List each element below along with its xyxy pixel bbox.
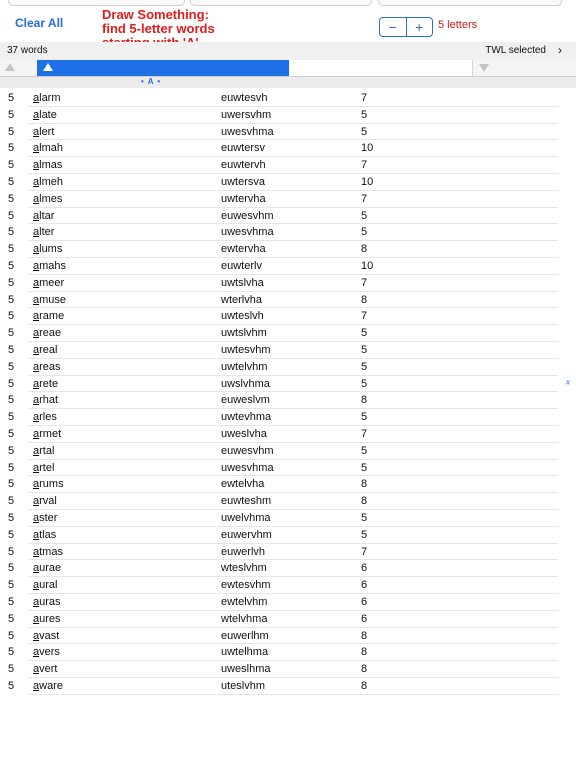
word-score: 5	[361, 461, 368, 474]
word-text	[33, 462, 54, 474]
list-item[interactable]	[0, 409, 576, 426]
word-text	[33, 243, 62, 255]
remaining-letters: wterlvha	[221, 293, 262, 306]
remaining-letters: euwtersv	[221, 142, 266, 155]
word-length: 5	[8, 192, 15, 205]
word-remainder: ures	[39, 612, 61, 625]
word-length: 5	[8, 545, 15, 558]
word-text	[33, 428, 61, 440]
list-item[interactable]	[0, 527, 576, 544]
list-item[interactable]	[0, 594, 576, 611]
word-remainder: mahs	[39, 259, 67, 272]
word-length: 5	[8, 209, 15, 222]
word-first-letter: a	[33, 646, 40, 659]
list-item[interactable]	[0, 208, 576, 225]
remaining-letters: uwtslvhm	[221, 327, 267, 340]
remaining-letters: ewtelvha	[221, 478, 265, 491]
word-remainder: rums	[39, 478, 64, 491]
word-length: 5	[8, 528, 15, 541]
word-first-letter: a	[33, 108, 40, 121]
word-text	[33, 495, 57, 507]
word-length: 5	[8, 595, 15, 608]
word-score: 8	[361, 394, 368, 407]
word-text	[33, 260, 66, 272]
word-length: 5	[8, 327, 15, 340]
word-first-letter: a	[33, 92, 40, 104]
remaining-letters: ewtesvhm	[221, 579, 271, 592]
word-first-letter: a	[33, 142, 40, 155]
word-length: 5	[8, 411, 15, 424]
word-remainder: vers	[39, 646, 60, 659]
remaining-letters: euwerlvh	[221, 545, 266, 558]
remaining-letters: uweslvha	[221, 427, 267, 440]
remaining-letters: uwesvhma	[221, 125, 274, 138]
list-item[interactable]	[0, 140, 576, 157]
word-text	[33, 613, 61, 625]
list-item[interactable]	[0, 661, 576, 678]
word-remainder: ware	[39, 679, 63, 692]
word-remainder: rame	[39, 310, 65, 323]
word-text	[33, 210, 54, 222]
word-remainder: lmas	[39, 159, 63, 172]
word-first-letter: a	[33, 444, 40, 457]
word-remainder: tmas	[39, 545, 63, 558]
remaining-letters: uwtelvhm	[221, 360, 268, 373]
list-item[interactable]	[0, 392, 576, 409]
word-length: 5	[8, 125, 15, 138]
remaining-letters: uweslhma	[221, 663, 271, 676]
remaining-letters: uwtervha	[221, 192, 266, 205]
word-score: 8	[361, 495, 368, 508]
word-first-letter: a	[33, 579, 40, 592]
remaining-letters: ewtelvhm	[221, 595, 268, 608]
word-remainder: larm	[39, 92, 61, 104]
word-score: 5	[361, 125, 368, 138]
word-length: 5	[8, 478, 15, 491]
word-length: 5	[8, 427, 15, 440]
word-text	[33, 411, 57, 423]
list-item[interactable]	[0, 157, 576, 174]
word-length: 5	[8, 679, 15, 692]
word-text	[33, 193, 62, 205]
word-count: 37 words	[7, 45, 48, 56]
word-score: 7	[361, 276, 368, 289]
list-item[interactable]	[0, 644, 576, 661]
word-length: 5	[8, 293, 15, 306]
sort-rest-column[interactable]	[290, 60, 473, 76]
word-first-letter: a	[33, 663, 40, 676]
word-remainder: lter	[39, 226, 55, 239]
word-text	[33, 378, 58, 390]
list-item[interactable]	[0, 560, 576, 577]
top-input-strip	[0, 0, 576, 6]
word-length: 5	[8, 444, 15, 457]
word-score: 6	[361, 562, 368, 575]
list-item[interactable]	[0, 241, 576, 258]
word-remainder: muse	[39, 293, 67, 306]
word-score: 6	[361, 579, 368, 592]
dictionary-selector[interactable]: TWL selected	[485, 45, 546, 56]
clear-all-button[interactable]: Clear All	[15, 16, 64, 30]
remaining-letters: uwersvhm	[221, 108, 272, 121]
word-first-letter: a	[33, 495, 40, 508]
word-score: 7	[361, 92, 368, 104]
list-item[interactable]	[0, 292, 576, 309]
word-text	[33, 176, 63, 188]
remaining-letters: euwtesvh	[221, 92, 268, 104]
word-first-letter: a	[33, 276, 40, 289]
word-first-letter: a	[33, 209, 40, 222]
list-item[interactable]	[0, 426, 576, 443]
info-bar	[0, 42, 576, 61]
word-length: 5	[8, 310, 15, 323]
list-item[interactable]	[0, 342, 576, 359]
word-score: 5	[361, 528, 368, 541]
word-score: 10	[361, 259, 374, 272]
remaining-letters: euwerlhm	[221, 629, 269, 642]
word-text	[33, 310, 64, 322]
section-index-label: • A •	[141, 77, 162, 86]
word-text	[33, 646, 60, 658]
word-length: 5	[8, 226, 15, 239]
word-text	[33, 445, 54, 457]
word-score: 7	[361, 545, 368, 558]
word-first-letter: a	[33, 125, 40, 138]
remaining-letters: euwtervh	[221, 159, 266, 172]
list-item[interactable]	[0, 258, 576, 275]
word-score: 5	[361, 327, 368, 340]
word-remainder: lmah	[39, 142, 63, 155]
word-length: 5	[8, 377, 15, 390]
word-remainder: rtel	[39, 461, 55, 474]
list-item[interactable]	[0, 544, 576, 561]
word-first-letter: a	[33, 192, 40, 205]
remaining-letters: euwteshm	[221, 495, 272, 508]
sort-length-icon[interactable]	[5, 63, 15, 71]
word-length: 5	[8, 92, 15, 104]
word-first-letter: a	[33, 595, 40, 608]
remaining-letters: uwslvhma	[221, 377, 270, 390]
word-length: 5	[8, 562, 15, 575]
word-score: 8	[361, 478, 368, 491]
word-remainder: rete	[39, 377, 59, 390]
word-remainder: late	[39, 108, 57, 121]
letter-count-stepper	[379, 17, 433, 37]
word-length: 5	[8, 276, 15, 289]
list-item[interactable]	[0, 325, 576, 342]
list-item[interactable]	[0, 275, 576, 292]
word-text	[33, 142, 63, 154]
pattern-field[interactable]	[8, 0, 185, 6]
remaining-letters: uwtslvha	[221, 276, 264, 289]
word-length: 5	[8, 360, 15, 373]
list-item[interactable]	[0, 376, 576, 393]
word-text	[33, 478, 64, 490]
remaining-letters: wteslvhm	[221, 562, 267, 575]
list-item[interactable]	[0, 107, 576, 124]
list-item[interactable]	[0, 191, 576, 208]
word-text	[33, 294, 66, 306]
word-score: 7	[361, 310, 368, 323]
list-item[interactable]	[0, 476, 576, 493]
increment-button[interactable]: +	[406, 18, 433, 36]
remaining-letters: uwtesvhm	[221, 343, 271, 356]
remaining-letters: uwelvhma	[221, 511, 271, 524]
word-length: 5	[8, 259, 15, 272]
word-score: 8	[361, 243, 368, 256]
word-score: 5	[361, 108, 368, 121]
word-length: 5	[8, 394, 15, 407]
list-item[interactable]	[0, 460, 576, 477]
word-first-letter: a	[33, 159, 40, 172]
list-item[interactable]	[0, 174, 576, 191]
word-first-letter: a	[33, 360, 40, 373]
word-text	[33, 546, 63, 558]
word-text	[33, 344, 57, 356]
word-remainder: uras	[39, 595, 61, 608]
word-text	[33, 159, 62, 171]
word-score: 8	[361, 629, 368, 642]
sort-alphabetical-button[interactable]	[37, 60, 289, 76]
word-first-letter: a	[33, 427, 40, 440]
list-item[interactable]	[0, 611, 576, 628]
word-remainder: urae	[39, 562, 62, 575]
word-remainder: lmes	[39, 192, 63, 205]
hint-line: Draw Something:	[102, 7, 209, 22]
remaining-letters: euwesvhm	[221, 209, 274, 222]
word-first-letter: a	[33, 175, 40, 188]
word-length: 5	[8, 579, 15, 592]
word-first-letter: a	[33, 629, 40, 642]
word-remainder: real	[39, 343, 58, 356]
word-score: 10	[361, 142, 374, 155]
word-remainder: vast	[39, 629, 60, 642]
word-remainder: rmet	[39, 427, 62, 440]
word-length: 5	[8, 159, 15, 172]
word-score: 6	[361, 612, 368, 625]
word-remainder: rles	[39, 411, 57, 424]
word-text	[33, 630, 59, 642]
word-first-letter: a	[33, 259, 40, 272]
remaining-letters: uwtevhma	[221, 411, 272, 424]
word-text	[33, 579, 57, 591]
remaining-letters: ewtervha	[221, 243, 266, 256]
word-length: 5	[8, 511, 15, 524]
word-score: 5	[361, 360, 368, 373]
word-remainder: vert	[39, 663, 58, 676]
sort-bar	[0, 60, 576, 77]
word-score: 5	[361, 209, 368, 222]
word-first-letter: a	[33, 327, 40, 340]
list-item[interactable]	[0, 443, 576, 460]
word-length: 5	[8, 612, 15, 625]
remaining-letters: euweslvm	[221, 394, 270, 407]
word-text	[33, 361, 61, 373]
word-score: 5	[361, 226, 368, 239]
word-score: 7	[361, 159, 368, 172]
word-first-letter: a	[33, 394, 40, 407]
word-score: 10	[361, 175, 374, 188]
word-first-letter: a	[33, 679, 40, 692]
word-first-letter: a	[33, 310, 40, 323]
ends-with-field[interactable]	[378, 0, 562, 6]
word-score: 5	[361, 444, 368, 457]
word-remainder: lmeh	[39, 175, 63, 188]
remaining-letters: wtelvhma	[221, 612, 268, 625]
word-first-letter: a	[33, 562, 40, 575]
word-first-letter: a	[33, 528, 40, 541]
word-first-letter: a	[33, 411, 40, 424]
word-length: 5	[8, 243, 15, 256]
word-remainder: meer	[39, 276, 65, 289]
word-text	[33, 663, 57, 675]
hint-line: find 5-letter words	[102, 21, 215, 36]
decrement-button[interactable]: −	[388, 19, 397, 35]
remaining-letters: uteslvhm	[221, 679, 266, 692]
word-text	[33, 327, 61, 339]
word-score: 8	[361, 679, 368, 692]
letter-count-label: 5 letters	[438, 19, 478, 31]
word-text	[33, 92, 61, 104]
word-remainder: lert	[39, 125, 55, 138]
list-item[interactable]	[0, 224, 576, 241]
word-first-letter: a	[33, 511, 40, 524]
word-list	[0, 90, 576, 695]
contains-field[interactable]	[190, 0, 372, 6]
remaining-letters: euwterlv	[221, 259, 262, 272]
word-score: 7	[361, 427, 368, 440]
word-length: 5	[8, 108, 15, 121]
word-score: 7	[361, 192, 368, 205]
word-score: 8	[361, 646, 368, 659]
remaining-letters: euwervhm	[221, 528, 272, 541]
list-item[interactable]	[0, 308, 576, 325]
remaining-letters: uwtelhma	[221, 646, 269, 659]
word-score: 5	[361, 377, 368, 390]
section-header	[0, 77, 576, 88]
word-first-letter: a	[33, 478, 40, 491]
word-length: 5	[8, 142, 15, 155]
remaining-letters: uwesvhma	[221, 226, 274, 239]
word-first-letter: a	[33, 343, 40, 356]
word-length: 5	[8, 343, 15, 356]
word-remainder: ltar	[39, 209, 55, 222]
remaining-letters: euwesvhm	[221, 444, 274, 457]
remaining-letters: uwtersva	[221, 175, 266, 188]
word-remainder: reas	[39, 360, 61, 373]
remaining-letters: uwesvhma	[221, 461, 274, 474]
chevron-right-icon[interactable]: ›	[558, 43, 562, 57]
word-text	[33, 277, 64, 289]
word-score: 8	[361, 293, 368, 306]
list-item[interactable]	[0, 493, 576, 510]
word-text	[33, 226, 54, 238]
word-score: 6	[361, 595, 368, 608]
list-item[interactable]	[0, 577, 576, 594]
word-remainder: reae	[39, 327, 62, 340]
word-remainder: rtal	[39, 444, 55, 457]
word-text	[33, 394, 58, 406]
word-remainder: lums	[39, 243, 63, 256]
word-score: 5	[361, 411, 368, 424]
word-remainder: ural	[39, 579, 58, 592]
word-length: 5	[8, 663, 15, 676]
word-score: 5	[361, 511, 368, 524]
word-first-letter: a	[33, 293, 40, 306]
word-first-letter: a	[33, 377, 40, 390]
word-text	[33, 126, 54, 138]
word-length: 5	[8, 175, 15, 188]
word-first-letter: a	[33, 461, 40, 474]
word-text	[33, 680, 63, 692]
word-length: 5	[8, 629, 15, 642]
word-text	[33, 596, 61, 608]
list-item[interactable]	[0, 359, 576, 376]
word-first-letter: a	[33, 612, 40, 625]
word-length: 5	[8, 646, 15, 659]
remaining-letters: uwteslvh	[221, 310, 264, 323]
word-remainder: rhat	[39, 394, 59, 407]
word-text	[33, 562, 61, 574]
word-text	[33, 109, 57, 121]
word-remainder: tlas	[39, 528, 57, 541]
word-first-letter: a	[33, 226, 40, 239]
word-first-letter: a	[33, 545, 40, 558]
list-item[interactable]	[0, 510, 576, 527]
list-item[interactable]	[0, 124, 576, 141]
scroll-index-marker[interactable]: #	[566, 380, 570, 387]
list-item[interactable]	[0, 678, 576, 695]
word-text	[33, 529, 56, 541]
word-text	[33, 512, 57, 524]
list-item[interactable]	[0, 628, 576, 645]
word-length: 5	[8, 495, 15, 508]
word-first-letter: a	[33, 243, 40, 256]
word-score: 5	[361, 343, 368, 356]
word-remainder: ster	[39, 511, 58, 524]
sort-score-icon[interactable]	[479, 64, 489, 72]
sort-ascending-icon	[43, 63, 53, 71]
word-remainder: rval	[39, 495, 57, 508]
list-item[interactable]	[0, 90, 576, 107]
word-score: 8	[361, 663, 368, 676]
word-length: 5	[8, 461, 15, 474]
